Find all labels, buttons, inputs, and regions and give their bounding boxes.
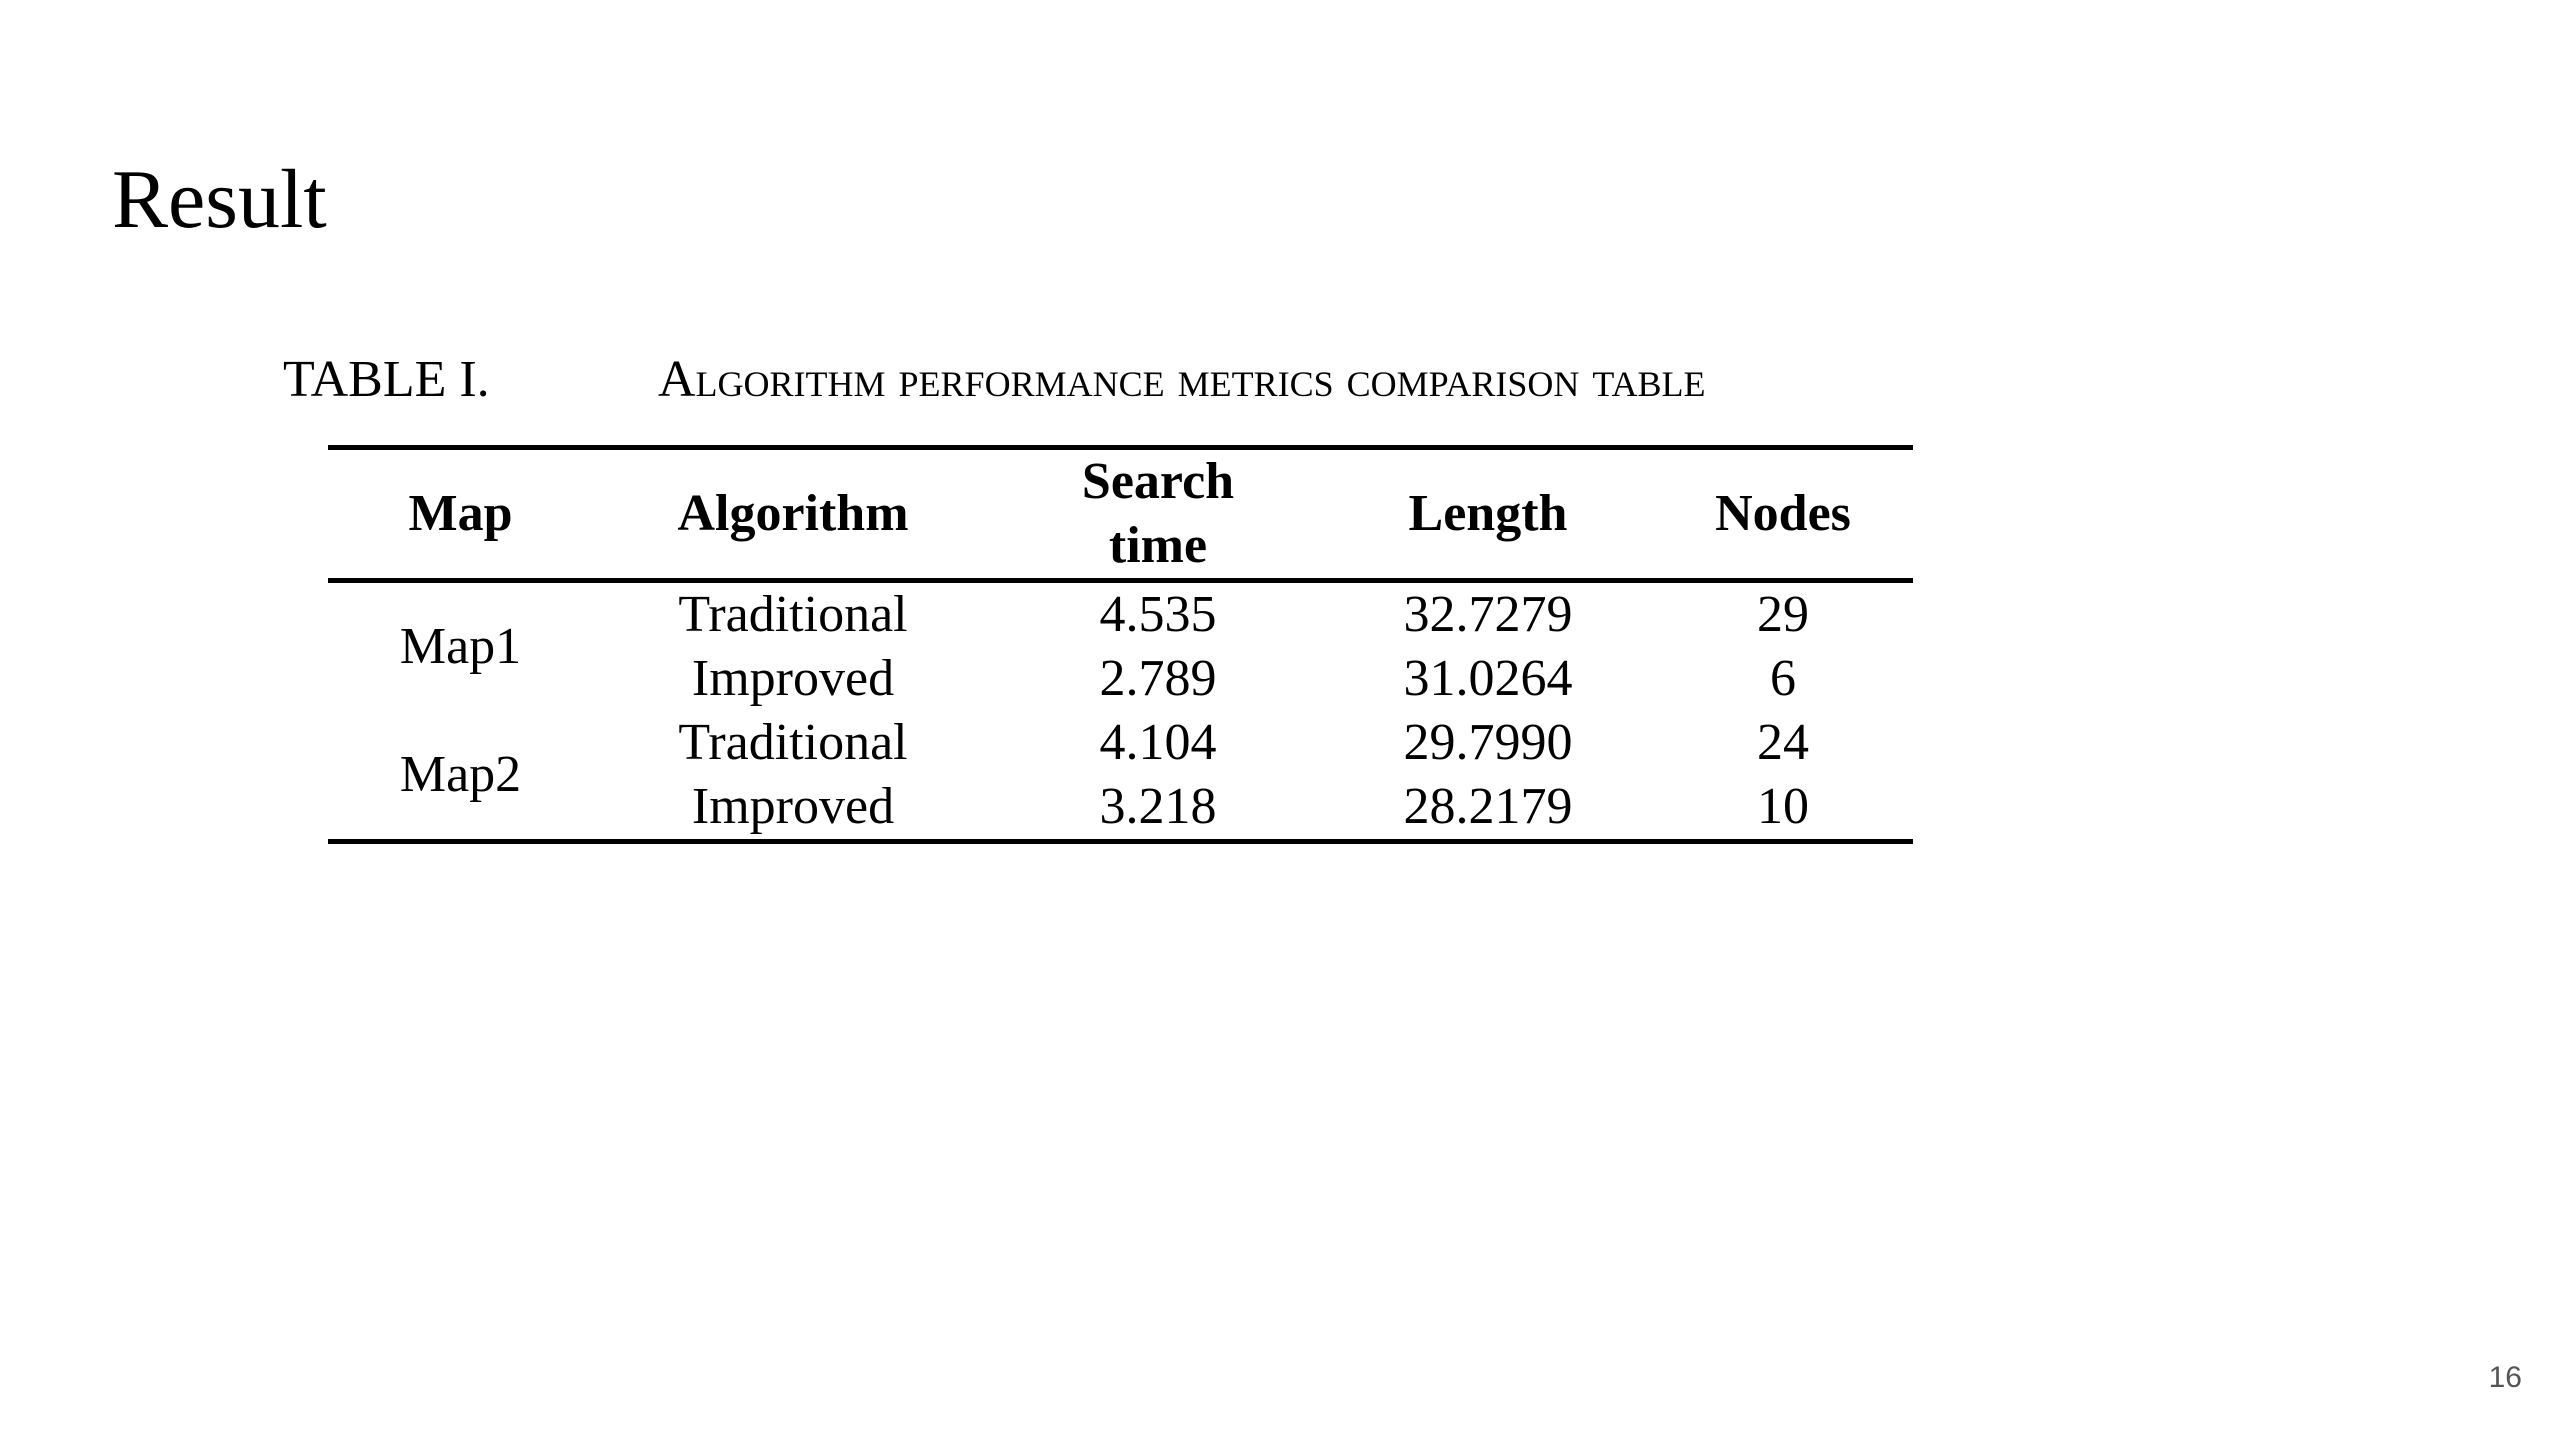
- table-body: [328, 581, 1913, 842]
- table-row: [328, 581, 1913, 648]
- search-time-cell: 4.535: [1099, 586, 1217, 643]
- slide-title: Result: [112, 153, 327, 246]
- header-search-time-line1: Search: [1081, 453, 1235, 510]
- algorithm-cell: Traditional: [678, 714, 908, 771]
- header-search-time-line2: time: [1108, 517, 1208, 574]
- table-caption: [283, 352, 1983, 412]
- algorithm-cell: Improved: [691, 650, 895, 707]
- length-cell: 28.2179: [1403, 778, 1573, 835]
- map-cell: Map1: [399, 618, 522, 675]
- nodes-cell: 6: [1770, 650, 1796, 707]
- length-cell: 32.7279: [1403, 586, 1573, 643]
- nodes-cell: 10: [1757, 778, 1809, 835]
- table-header: [328, 448, 1913, 581]
- nodes-cell: 24: [1757, 714, 1809, 771]
- table-row: [328, 711, 1913, 775]
- length-cell: 29.7990: [1403, 714, 1573, 771]
- page-number: 16: [2488, 1361, 2522, 1394]
- map-cell: Map2: [399, 746, 522, 803]
- header-row: [328, 448, 1913, 581]
- search-time-cell: 3.218: [1099, 778, 1217, 835]
- nodes-cell: 29: [1757, 586, 1809, 643]
- header-map: Map: [408, 485, 513, 542]
- header-nodes: Nodes: [1715, 485, 1851, 542]
- algorithm-cell: Traditional: [678, 586, 908, 643]
- table-caption-text: Algorithm performance metrics comparison table: [658, 351, 1706, 408]
- header-search-time: [993, 448, 1323, 581]
- length-cell: 31.0264: [1403, 650, 1573, 707]
- search-time-cell: 2.789: [1099, 650, 1217, 707]
- header-algorithm: Algorithm: [677, 485, 909, 542]
- header-length: Length: [1408, 485, 1568, 542]
- algorithm-cell: Improved: [691, 778, 895, 835]
- search-time-cell: 4.104: [1099, 714, 1217, 771]
- results-table: [328, 445, 1913, 844]
- table-caption-label: TABLE I.: [283, 351, 490, 408]
